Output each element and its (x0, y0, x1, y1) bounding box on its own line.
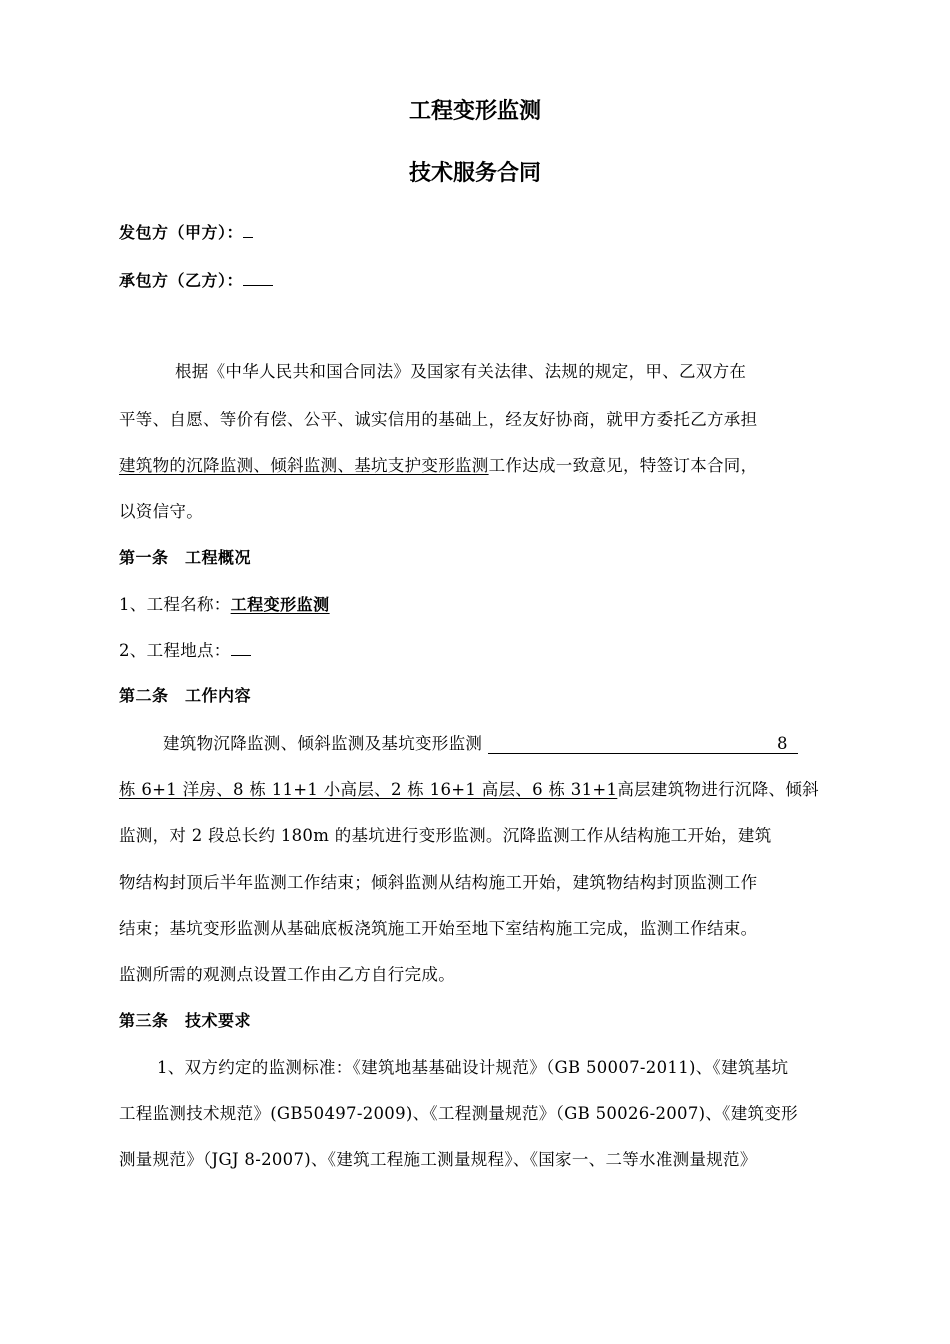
party-b-label: 承包方（乙方）： (119, 271, 244, 290)
party-a-label: 发包方（甲方）： (119, 223, 244, 242)
project-location-blank (231, 641, 251, 656)
work-line-4: 物结构封顶后半年监测工作结束；倾斜监测从结构施工开始，建筑物结构封顶监测工作 (119, 873, 758, 892)
intro-line-3 (119, 452, 757, 476)
standards-line-2: 工程监测技术规范》(GB50497-2009)、《工程测量规范》（GB 50026-2007)、《建筑变形 (119, 1104, 798, 1123)
work-line-6: 监测所需的观测点设置工作由乙方自行完成。 (119, 965, 455, 984)
doc-subtitle: 技术服务合同 (408, 161, 541, 186)
service-scope: 建筑物的沉降监测、倾斜监测、基坑支护变形监测 (119, 456, 489, 475)
intro-line-4: 以资信守。 (119, 502, 203, 521)
work-line-1-underline (488, 734, 798, 754)
project-name-value: 工程变形监测 (230, 595, 330, 614)
work-line-1-text: 建筑物沉降监测、倾斜监测及基坑变形监测 (163, 734, 483, 753)
work-line-2 (119, 776, 819, 800)
party-a-line (119, 220, 253, 243)
project-name-line (119, 591, 330, 615)
work-line-2-rest: 高层建筑物进行沉降、倾斜 (617, 780, 819, 799)
work-line-3: 监测，对 2 段总长约 180m 的基坑进行变形监测。沉降监测工作从结构施工开始，建筑 (119, 826, 772, 845)
project-location-line (119, 637, 251, 661)
project-name-label: 1、工程名称： (119, 595, 231, 614)
work-line-5: 结束；基坑变形监测从基础底板浇筑施工开始至地下室结构施工完成，监测工作结束。 (119, 919, 758, 938)
project-location-label: 2、工程地点： (119, 641, 231, 660)
party-a-blank (243, 223, 253, 238)
party-b-blank (243, 271, 273, 286)
intro-line-1: 根据《中华人民共和国合同法》及国家有关法律、法规的规定，甲、乙双方在 (175, 362, 747, 381)
article-1-heading: 第一条 工程概况 (119, 548, 252, 567)
building-count: 8 (776, 734, 788, 753)
intro-line-2: 平等、自愿、等价有偿、公平、诚实信用的基础上，经友好协商，就甲方委托乙方承担 (119, 410, 758, 429)
standards-line-1: 1、双方约定的监测标准：《建筑地基基础设计规范》（GB 50007-2011)、《建筑基坑 (157, 1058, 789, 1077)
doc-title: 工程变形监测 (408, 99, 541, 124)
article-3-heading: 第三条 技术要求 (119, 1011, 252, 1030)
building-list: 栋 6+1 洋房、8 栋 11+1 小高层、2 栋 16+1 高层、6 栋 31+1 (119, 780, 618, 799)
party-b-line (119, 268, 273, 291)
intro-line-3-rest: 工作达成一致意见，特签订本合同， (488, 456, 758, 475)
article-2-heading: 第二条 工作内容 (119, 686, 252, 705)
work-line-1 (163, 730, 798, 754)
standards-line-3: 测量规范》（JGJ 8-2007)、《建筑工程施工测量规程》、《国家一、二等水准测量规范》 (119, 1150, 757, 1169)
